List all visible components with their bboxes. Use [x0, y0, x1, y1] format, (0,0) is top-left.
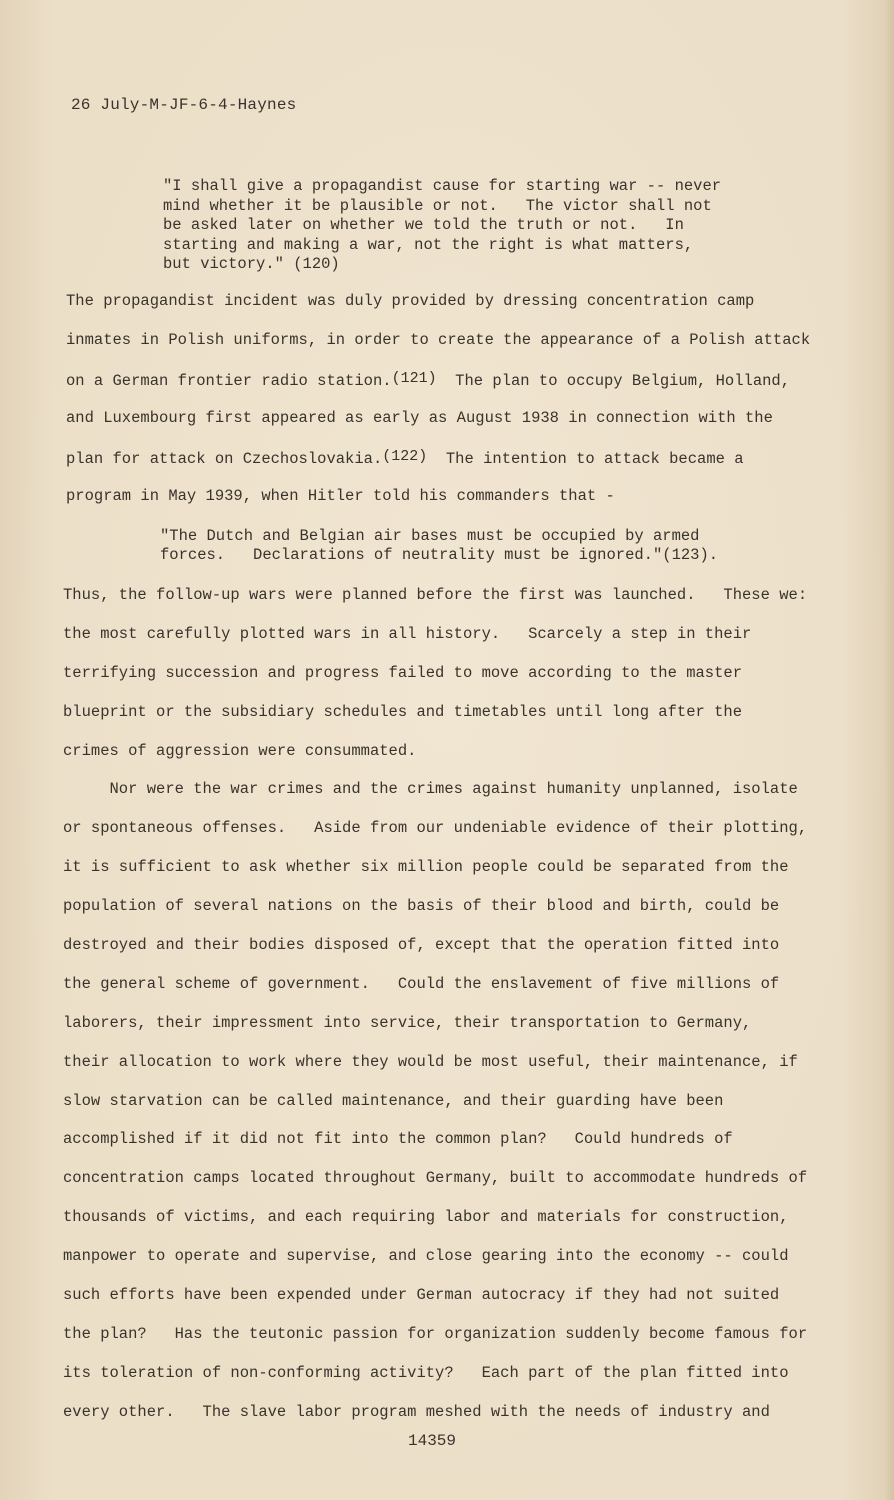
paragraph-line: thousands of victims, and each requiring labor and materials for construction,: [63, 1208, 789, 1227]
quote-line: but victory." (120): [163, 255, 340, 273]
paragraph-propagandist-incident: [66, 289, 894, 523]
page-header: 26 July-M-JF-6-4-Haynes: [71, 96, 297, 114]
quote-line: "I shall give a propagandist cause for starting war -- never: [163, 177, 722, 195]
paragraph-line: Thus, the follow-up wars were planned before the first was launched. These we:: [63, 586, 808, 604]
paragraph-line: the general scheme of government. Could the enslavement of five millions of: [63, 974, 780, 993]
paragraph-line: The propagandist incident was duly provided by dressing concentration camp: [66, 292, 755, 310]
paragraph-line-text: on a German frontier radio station.: [66, 372, 392, 390]
footnote-ref: (122): [382, 448, 428, 465]
paragraph-line: destroyed and their bodies disposed of, except that the operation fitted into: [63, 936, 780, 955]
paragraph-line: accomplished if it did not fit into the common plan? Could hundreds of: [63, 1130, 733, 1149]
paragraph-line: and Luxembourg first appeared as early as August 1938 in connection with the: [66, 409, 773, 427]
paragraph-line: concentration camps located throughout Germany, built to accommodate hundreds of: [63, 1169, 808, 1188]
paragraph-line: such efforts have been expended under German autocracy if they had not suited: [63, 1286, 780, 1305]
quote-line: mind whether it be plausible or not. The victor shall not: [163, 196, 712, 215]
paragraph-line: [66, 367, 894, 406]
paragraph-line: their allocation to work where they would be most useful, their maintenance, if: [63, 1052, 798, 1071]
paragraph-line: program in May 1939, when Hitler told his commanders that -: [66, 487, 615, 505]
paragraph-line: slow starvation can be called maintenance, and their guarding have been: [63, 1091, 724, 1110]
paragraph-line-text: The plan to occupy Belgium, Holland,: [436, 372, 791, 390]
paragraph-line: inmates in Polish uniforms, in order to create the appearance of a Polish attack: [66, 331, 811, 349]
quote-line: starting and making a war, not the right is what matters,: [163, 235, 694, 254]
paragraph-line-text: The intention to attack became a: [427, 450, 744, 468]
quote-line: "The Dutch and Belgian air bases must be occupied by armed: [160, 527, 700, 545]
paragraph-line: manpower to operate and supervise, and close gearing into the economy -- could: [63, 1247, 789, 1266]
paragraph-line: it is sufficient to ask whether six million people could be separated from the: [63, 858, 789, 877]
paragraph-line: population of several nations on the basis of their blood and birth, could be: [63, 897, 780, 916]
paragraph-line: or spontaneous offenses. Aside from our undeniable evidence of their plotting,: [63, 819, 808, 838]
paragraph-line: crimes of aggression were consummated.: [63, 741, 417, 760]
paragraph-line-text: plan for attack on Czechoslovakia.: [66, 450, 383, 468]
paragraph-line: blueprint or the subsidiary schedules and timetables until long after the: [63, 702, 743, 721]
block-quote-dutch-belgian: [160, 527, 840, 565]
paragraph-line: laborers, their impressment into service, their transportation to Germany,: [63, 1013, 752, 1032]
paragraph-line: its toleration of non-conforming activity? Each part of the plan fitted into: [63, 1363, 789, 1382]
block-quote-hitler: [163, 177, 803, 275]
paragraph-line: terrifying succession and progress failed to move according to the master: [63, 663, 743, 682]
paragraph-line: [66, 445, 894, 484]
footnote-ref: (121): [391, 370, 437, 387]
paragraph-line: the plan? Has the teutonic passion for organization suddenly become famous for: [63, 1324, 808, 1343]
paragraph-line: Nor were the war crimes and the crimes against humanity unplanned, isolate: [63, 780, 798, 799]
page-number: 14359: [408, 1432, 457, 1450]
paragraph-planned-wars: [63, 583, 894, 1439]
paper-edge-shadow: [884, 0, 894, 1500]
paragraph-line: every other. The slave labor program meshed with the needs of industry and: [63, 1402, 770, 1421]
quote-line: forces. Declarations of neutrality must be ignored."(123).: [160, 546, 719, 564]
quote-line: be asked later on whether we told the truth or not. In: [163, 216, 684, 234]
paragraph-line: the most carefully plotted wars in all history. Scarcely a step in their: [63, 624, 752, 643]
